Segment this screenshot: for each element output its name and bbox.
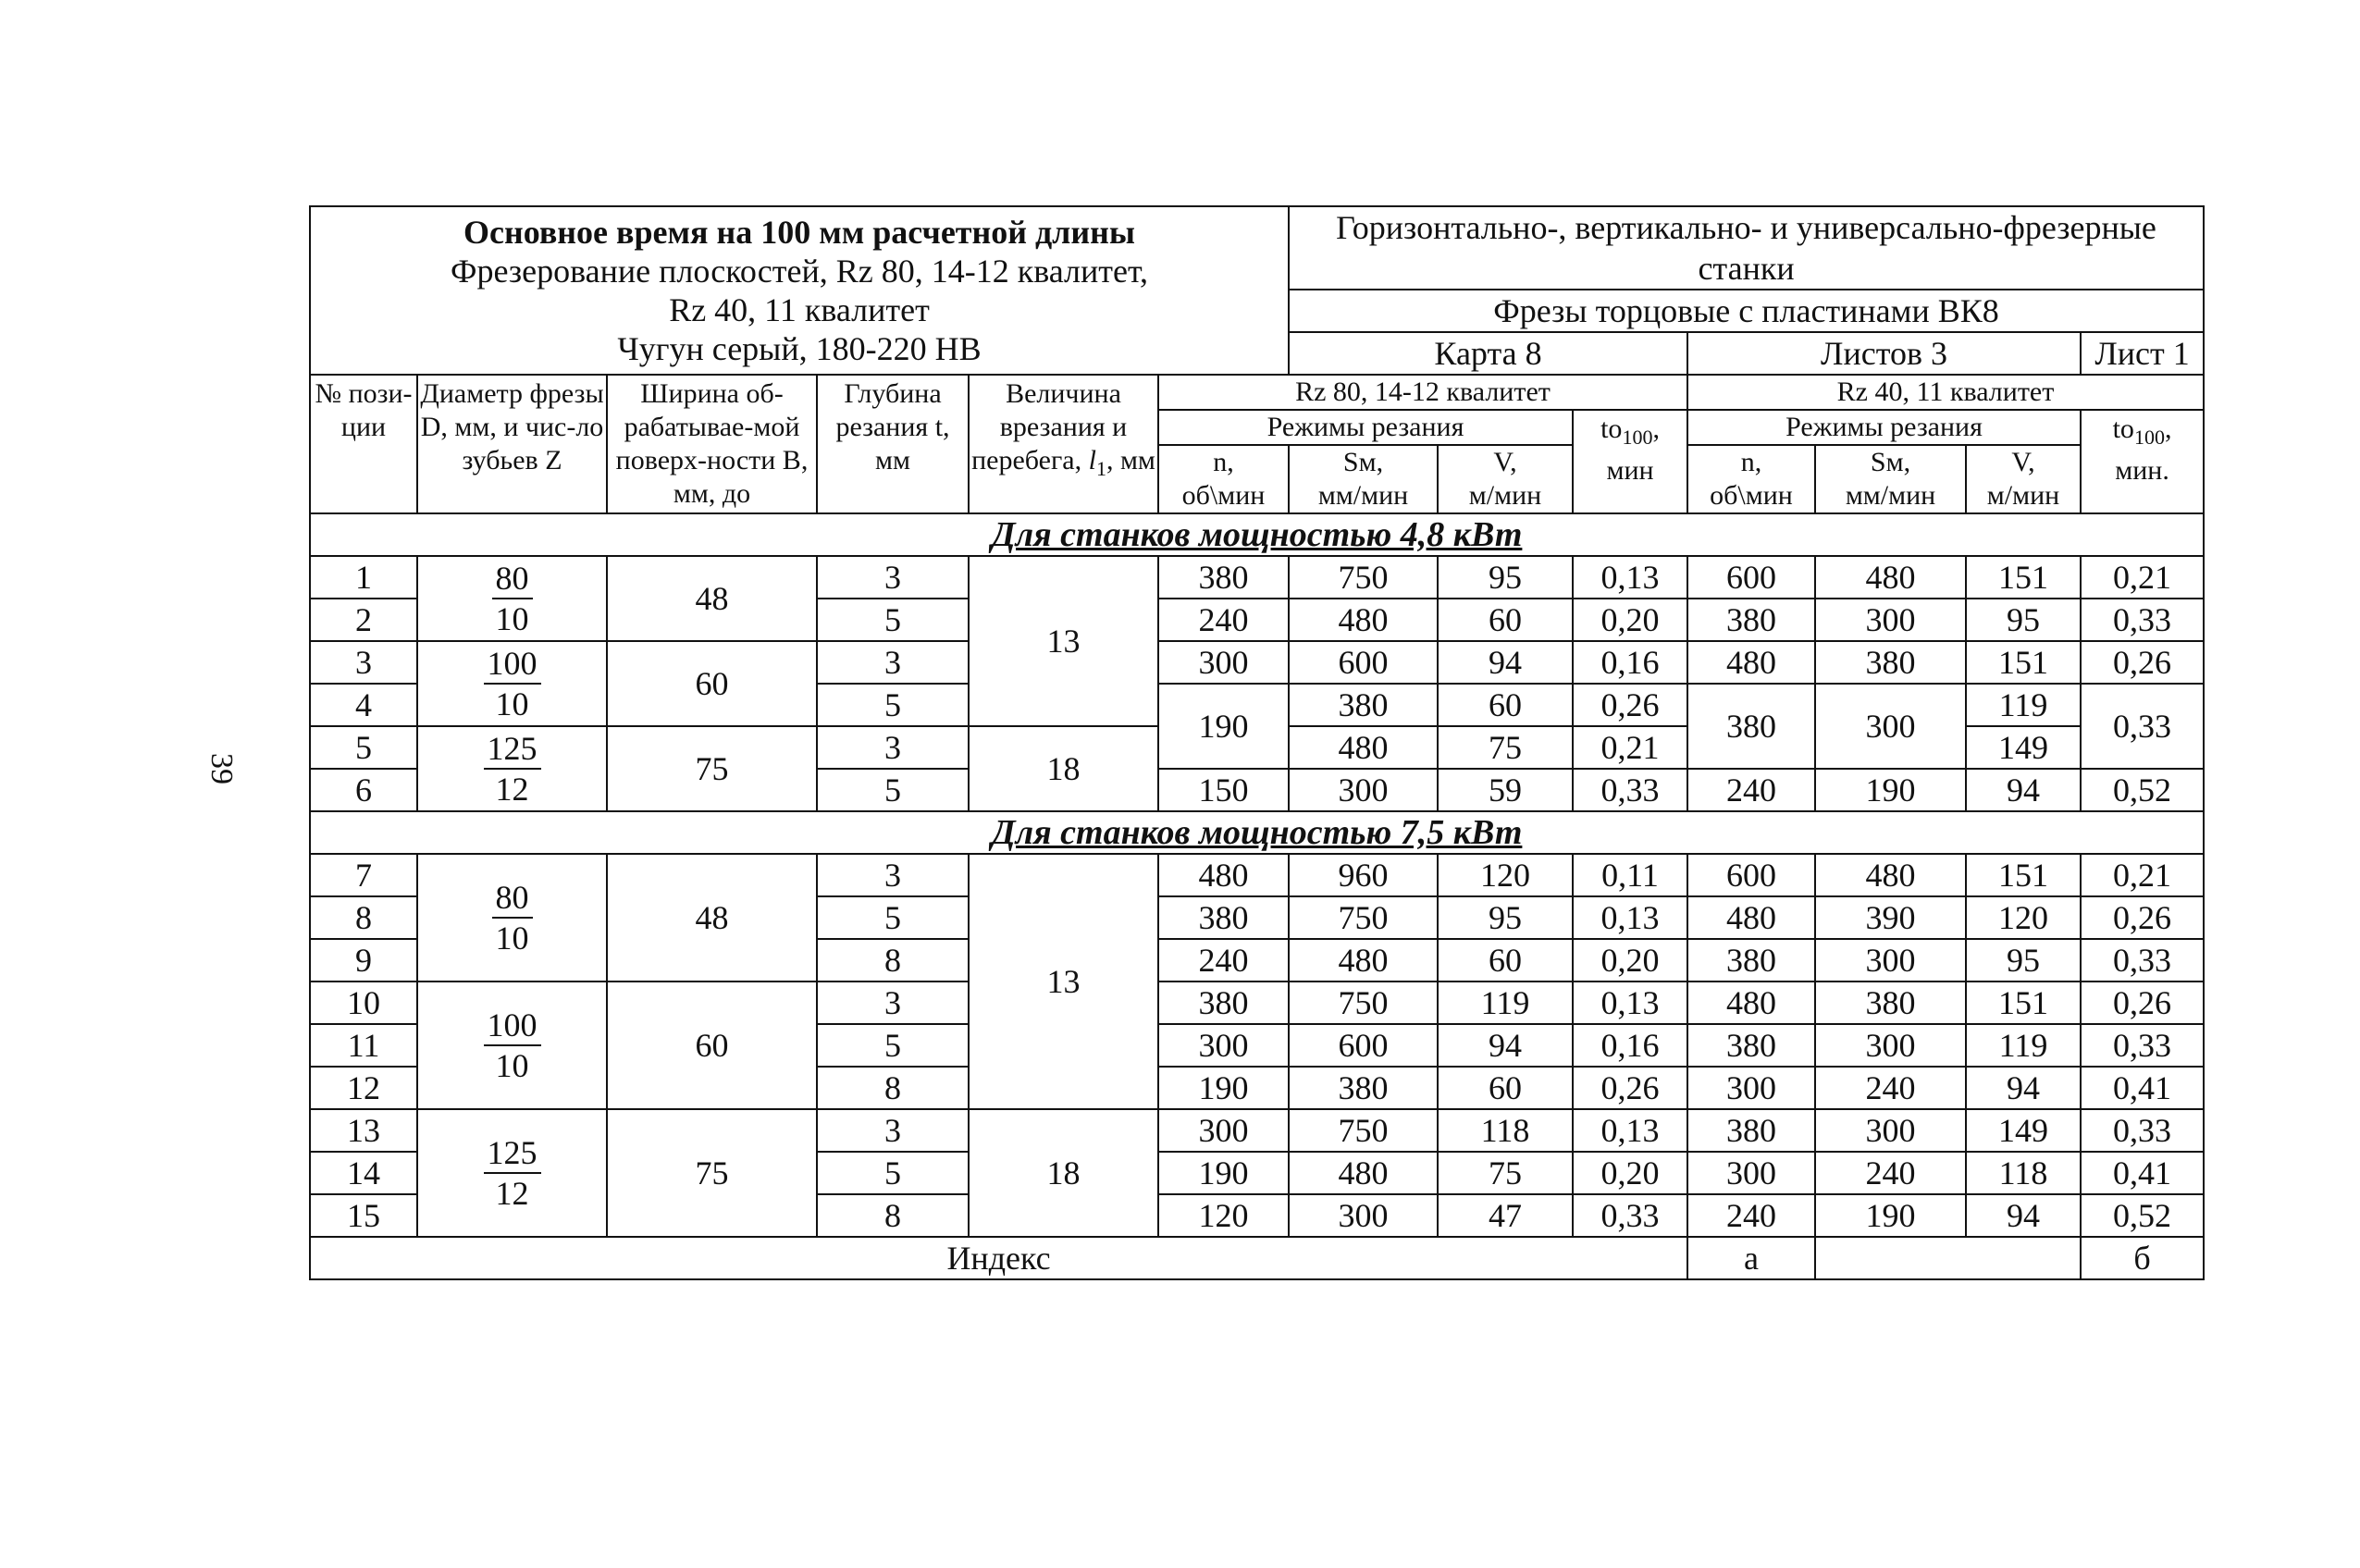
cell-to2: 0,26 bbox=[2081, 641, 2204, 684]
header-depth: Глубина резания t, мм bbox=[817, 375, 969, 513]
header-rz80: Rz 80, 14-12 квалитет bbox=[1158, 375, 1687, 410]
cell-depth: 3 bbox=[817, 641, 969, 684]
index-row bbox=[310, 1237, 2204, 1279]
cell-s1: 960 bbox=[1289, 854, 1438, 896]
header-to-a bbox=[1573, 410, 1687, 513]
cell-n2: 600 bbox=[1687, 854, 1815, 896]
cell-s2: 390 bbox=[1815, 896, 1966, 939]
table-row bbox=[310, 1109, 2204, 1152]
cell-s2: 480 bbox=[1815, 854, 1966, 896]
cell-v2: 149 bbox=[1966, 726, 2081, 769]
cell-n2: 600 bbox=[1687, 556, 1815, 599]
cell-to1: 0,13 bbox=[1573, 1109, 1687, 1152]
cell-n1: 380 bbox=[1158, 896, 1289, 939]
cell-diameter: $\frac{80}{10}$ bbox=[417, 854, 607, 982]
cell-n1: 300 bbox=[1158, 1024, 1289, 1067]
header-to-a-unit: мин bbox=[1606, 455, 1654, 486]
cell-pos: 6 bbox=[310, 769, 417, 811]
header-pos: № пози-ции bbox=[310, 375, 417, 513]
cell-v1: 60 bbox=[1438, 1067, 1573, 1109]
cell-width: 75 bbox=[607, 726, 817, 811]
header-modes-a: Режимы резания bbox=[1158, 410, 1573, 445]
cell-depth: 3 bbox=[817, 854, 969, 896]
cell-to1: 0,16 bbox=[1573, 641, 1687, 684]
cell-pos: 14 bbox=[310, 1152, 417, 1194]
header-to-b-unit: мин. bbox=[2115, 455, 2169, 486]
header-s-b: Sм, мм/мин bbox=[1815, 445, 1966, 513]
cell-v1: 120 bbox=[1438, 854, 1573, 896]
cell-v1: 60 bbox=[1438, 684, 1573, 726]
cell-depth: 3 bbox=[817, 1109, 969, 1152]
cell-pos: 1 bbox=[310, 556, 417, 599]
cell-pos: 13 bbox=[310, 1109, 417, 1152]
cell-to2: 0,33 bbox=[2081, 599, 2204, 641]
cell-to2: 0,52 bbox=[2081, 769, 2204, 811]
header-to-a-tail: , bbox=[1652, 414, 1660, 444]
header-to-b-sub: 100 bbox=[2133, 426, 2165, 449]
cell-v1: 75 bbox=[1438, 1152, 1573, 1194]
title-line-2: Фрезерование плоскостей, Rz 80, 14-12 квалитет, bbox=[451, 253, 1148, 290]
index-a: а bbox=[1687, 1237, 1815, 1279]
cell-s1: 480 bbox=[1289, 1152, 1438, 1194]
table-row bbox=[310, 854, 2204, 896]
header-overrun-symbol: l bbox=[1088, 445, 1096, 475]
header-diameter: Диаметр фрезы D, мм, и чис-ло зубьев Z bbox=[417, 375, 607, 513]
cell-diameter: $\frac{100}{10}$ bbox=[417, 641, 607, 726]
cell-s2: 300 bbox=[1815, 1109, 1966, 1152]
cell-v2: 95 bbox=[1966, 599, 2081, 641]
cell-to1: 0,33 bbox=[1573, 1194, 1687, 1237]
cell-pos: 15 bbox=[310, 1194, 417, 1237]
cell-s2: 240 bbox=[1815, 1067, 1966, 1109]
cell-v1: 94 bbox=[1438, 641, 1573, 684]
cell-n2: 300 bbox=[1687, 1067, 1815, 1109]
cell-n2: 480 bbox=[1687, 896, 1815, 939]
cell-depth: 8 bbox=[817, 939, 969, 982]
cell-depth: 8 bbox=[817, 1067, 969, 1109]
cell-to1: 0,11 bbox=[1573, 854, 1687, 896]
header-to-a-sub: 100 bbox=[1622, 426, 1653, 449]
sheet-number: Лист 1 bbox=[2081, 332, 2204, 375]
cell-v2: 151 bbox=[1966, 854, 2081, 896]
norm-table bbox=[309, 205, 2205, 1280]
cell-to1: 0,21 bbox=[1573, 726, 1687, 769]
cell-s2: 300 bbox=[1815, 599, 1966, 641]
cell-to2: 0,33 bbox=[2081, 1024, 2204, 1067]
cell-n1: 300 bbox=[1158, 641, 1289, 684]
cell-v1: 118 bbox=[1438, 1109, 1573, 1152]
cell-depth: 5 bbox=[817, 896, 969, 939]
cell-v2: 151 bbox=[1966, 641, 2081, 684]
cell-v2: 95 bbox=[1966, 939, 2081, 982]
table-row bbox=[310, 982, 2204, 1024]
cell-to2: 0,33 bbox=[2081, 684, 2204, 769]
cell-diameter: $\frac{125}{12}$ bbox=[417, 1109, 607, 1237]
cell-n1: 240 bbox=[1158, 939, 1289, 982]
section-heading-2: Для станков мощностью 7,5 кВт bbox=[310, 811, 2204, 854]
cell-to1: 0,20 bbox=[1573, 599, 1687, 641]
cell-to1: 0,13 bbox=[1573, 896, 1687, 939]
cell-depth: 5 bbox=[817, 769, 969, 811]
header-s-a: Sм, мм/мин bbox=[1289, 445, 1438, 513]
header-to-b-sym: to bbox=[2112, 414, 2134, 444]
cell-to2: 0,41 bbox=[2081, 1152, 2204, 1194]
page-number: 39 bbox=[204, 753, 239, 784]
cell-depth: 3 bbox=[817, 982, 969, 1024]
cell-pos: 12 bbox=[310, 1067, 417, 1109]
cell-n2: 380 bbox=[1687, 939, 1815, 982]
cell-to2: 0,52 bbox=[2081, 1194, 2204, 1237]
header-modes-b: Режимы резания bbox=[1687, 410, 2081, 445]
cell-s1: 600 bbox=[1289, 641, 1438, 684]
cell-n1: 300 bbox=[1158, 1109, 1289, 1152]
cell-n2: 380 bbox=[1687, 599, 1815, 641]
cell-to2: 0,26 bbox=[2081, 896, 2204, 939]
cell-v2: 94 bbox=[1966, 1067, 2081, 1109]
cell-diameter: $\frac{100}{10}$ bbox=[417, 982, 607, 1109]
cell-width: 60 bbox=[607, 641, 817, 726]
cell-s1: 750 bbox=[1289, 1109, 1438, 1152]
cell-v2: 94 bbox=[1966, 1194, 2081, 1237]
cell-n2: 480 bbox=[1687, 641, 1815, 684]
cell-s1: 480 bbox=[1289, 939, 1438, 982]
cell-s1: 750 bbox=[1289, 982, 1438, 1024]
cell-to1: 0,20 bbox=[1573, 1152, 1687, 1194]
cell-n1: 150 bbox=[1158, 769, 1289, 811]
index-b: б bbox=[2081, 1237, 2204, 1279]
cell-v1: 60 bbox=[1438, 939, 1573, 982]
table-row bbox=[310, 556, 2204, 599]
machines-cell: Горизонтально-, вертикально- и универсально-фрезерные станки bbox=[1289, 206, 2204, 290]
cell-v2: 151 bbox=[1966, 556, 2081, 599]
cell-s1: 750 bbox=[1289, 896, 1438, 939]
cell-s2: 240 bbox=[1815, 1152, 1966, 1194]
cell-s2: 300 bbox=[1815, 1024, 1966, 1067]
cell-n2: 380 bbox=[1687, 1024, 1815, 1067]
cell-v1: 47 bbox=[1438, 1194, 1573, 1237]
cell-overrun: 18 bbox=[969, 1109, 1158, 1237]
cell-depth: 8 bbox=[817, 1194, 969, 1237]
cell-width: 60 bbox=[607, 982, 817, 1109]
cell-s1: 300 bbox=[1289, 1194, 1438, 1237]
cell-n2: 380 bbox=[1687, 1109, 1815, 1152]
norm-card bbox=[309, 205, 2203, 1280]
cell-n2: 240 bbox=[1687, 769, 1815, 811]
cell-to1: 0,20 bbox=[1573, 939, 1687, 982]
title-line-3: Rz 40, 11 квалитет bbox=[669, 291, 930, 328]
section-heading-1: Для станков мощностью 4,8 кВт bbox=[310, 513, 2204, 556]
index-empty bbox=[1815, 1237, 2081, 1279]
cell-v2: 151 bbox=[1966, 982, 2081, 1024]
cell-v1: 75 bbox=[1438, 726, 1573, 769]
cell-depth: 5 bbox=[817, 599, 969, 641]
cell-to2: 0,33 bbox=[2081, 939, 2204, 982]
cell-width: 75 bbox=[607, 1109, 817, 1237]
header-overrun bbox=[969, 375, 1158, 513]
cell-v1: 95 bbox=[1438, 556, 1573, 599]
header-overrun-sub: 1 bbox=[1095, 457, 1106, 480]
header-to-a-sym: to bbox=[1600, 414, 1623, 444]
cell-diameter: $\frac{80}{10}$ bbox=[417, 556, 607, 641]
cell-to1: 0,16 bbox=[1573, 1024, 1687, 1067]
cell-v1: 94 bbox=[1438, 1024, 1573, 1067]
cell-pos: 7 bbox=[310, 854, 417, 896]
cell-n2: 380 bbox=[1687, 684, 1815, 769]
cell-to1: 0,13 bbox=[1573, 556, 1687, 599]
header-to-b-tail: , bbox=[2164, 414, 2172, 444]
cell-s2: 300 bbox=[1815, 939, 1966, 982]
cell-n1: 480 bbox=[1158, 854, 1289, 896]
cell-n2: 480 bbox=[1687, 982, 1815, 1024]
header-overrun-text: Величина врезания и перебега, bbox=[971, 378, 1128, 475]
cell-s2: 190 bbox=[1815, 769, 1966, 811]
cell-v1: 59 bbox=[1438, 769, 1573, 811]
tools-cell: Фрезы торцовые с пластинами ВК8 bbox=[1289, 290, 2204, 332]
cell-to2: 0,41 bbox=[2081, 1067, 2204, 1109]
cell-n1: 380 bbox=[1158, 556, 1289, 599]
cell-depth: 5 bbox=[817, 1152, 969, 1194]
cell-diameter: $\frac{125}{12}$ bbox=[417, 726, 607, 811]
cell-pos: 11 bbox=[310, 1024, 417, 1067]
title-line-1: Основное время на 100 мм расчетной длины bbox=[463, 214, 1135, 251]
cell-to2: 0,21 bbox=[2081, 854, 2204, 896]
cell-pos: 9 bbox=[310, 939, 417, 982]
cell-s1: 380 bbox=[1289, 1067, 1438, 1109]
cell-v2: 118 bbox=[1966, 1152, 2081, 1194]
cell-n1: 190 bbox=[1158, 1067, 1289, 1109]
header-v-b: V, м/мин bbox=[1966, 445, 2081, 513]
cell-n2: 300 bbox=[1687, 1152, 1815, 1194]
cell-to1: 0,26 bbox=[1573, 684, 1687, 726]
cell-to1: 0,26 bbox=[1573, 1067, 1687, 1109]
cell-overrun: 18 bbox=[969, 726, 1158, 811]
cell-v2: 94 bbox=[1966, 769, 2081, 811]
cell-n1: 240 bbox=[1158, 599, 1289, 641]
cell-to1: 0,33 bbox=[1573, 769, 1687, 811]
header-v-a: V, м/мин bbox=[1438, 445, 1573, 513]
cell-pos: 10 bbox=[310, 982, 417, 1024]
cell-s1: 380 bbox=[1289, 684, 1438, 726]
cell-s1: 600 bbox=[1289, 1024, 1438, 1067]
cell-to2: 0,33 bbox=[2081, 1109, 2204, 1152]
cell-n2: 240 bbox=[1687, 1194, 1815, 1237]
cell-to2: 0,21 bbox=[2081, 556, 2204, 599]
cell-v1: 119 bbox=[1438, 982, 1573, 1024]
index-label: Индекс bbox=[310, 1237, 1687, 1279]
cell-depth: 3 bbox=[817, 556, 969, 599]
cell-v2: 119 bbox=[1966, 684, 2081, 726]
cell-overrun: 13 bbox=[969, 854, 1158, 1109]
cell-s1: 480 bbox=[1289, 599, 1438, 641]
title-line-4: Чугун серый, 180-220 НВ bbox=[617, 330, 982, 367]
sheets-total: Листов 3 bbox=[1687, 332, 2081, 375]
cell-n1: 380 bbox=[1158, 982, 1289, 1024]
cell-pos: 3 bbox=[310, 641, 417, 684]
cell-s1: 480 bbox=[1289, 726, 1438, 769]
cell-s2: 300 bbox=[1815, 684, 1966, 769]
header-width: Ширина об-рабатывае-мой поверх-ности В, мм, до bbox=[607, 375, 817, 513]
cell-s2: 480 bbox=[1815, 556, 1966, 599]
cell-depth: 5 bbox=[817, 1024, 969, 1067]
card-number: Карта 8 bbox=[1289, 332, 1687, 375]
cell-s2: 380 bbox=[1815, 641, 1966, 684]
cell-pos: 5 bbox=[310, 726, 417, 769]
cell-depth: 5 bbox=[817, 684, 969, 726]
header-n-b: n, об\мин bbox=[1687, 445, 1815, 513]
cell-to2: 0,26 bbox=[2081, 982, 2204, 1024]
header-to-b bbox=[2081, 410, 2204, 513]
cell-width: 48 bbox=[607, 556, 817, 641]
cell-s2: 190 bbox=[1815, 1194, 1966, 1237]
cell-v1: 60 bbox=[1438, 599, 1573, 641]
cell-pos: 2 bbox=[310, 599, 417, 641]
cell-overrun: 13 bbox=[969, 556, 1158, 726]
cell-v2: 149 bbox=[1966, 1109, 2081, 1152]
cell-width: 48 bbox=[607, 854, 817, 982]
cell-s2: 380 bbox=[1815, 982, 1966, 1024]
cell-pos: 4 bbox=[310, 684, 417, 726]
cell-n1: 120 bbox=[1158, 1194, 1289, 1237]
header-n-a: n, об\мин bbox=[1158, 445, 1289, 513]
cell-depth: 3 bbox=[817, 726, 969, 769]
cell-n1: 190 bbox=[1158, 684, 1289, 769]
cell-n1: 190 bbox=[1158, 1152, 1289, 1194]
cell-s1: 750 bbox=[1289, 556, 1438, 599]
cell-v2: 119 bbox=[1966, 1024, 2081, 1067]
cell-v1: 95 bbox=[1438, 896, 1573, 939]
cell-v2: 120 bbox=[1966, 896, 2081, 939]
cell-pos: 8 bbox=[310, 896, 417, 939]
header-overrun-unit: , мм bbox=[1106, 445, 1155, 475]
header-rz40: Rz 40, 11 квалитет bbox=[1687, 375, 2204, 410]
card-title bbox=[310, 206, 1289, 375]
table-row bbox=[310, 641, 2204, 684]
cell-s1: 300 bbox=[1289, 769, 1438, 811]
cell-to1: 0,13 bbox=[1573, 982, 1687, 1024]
